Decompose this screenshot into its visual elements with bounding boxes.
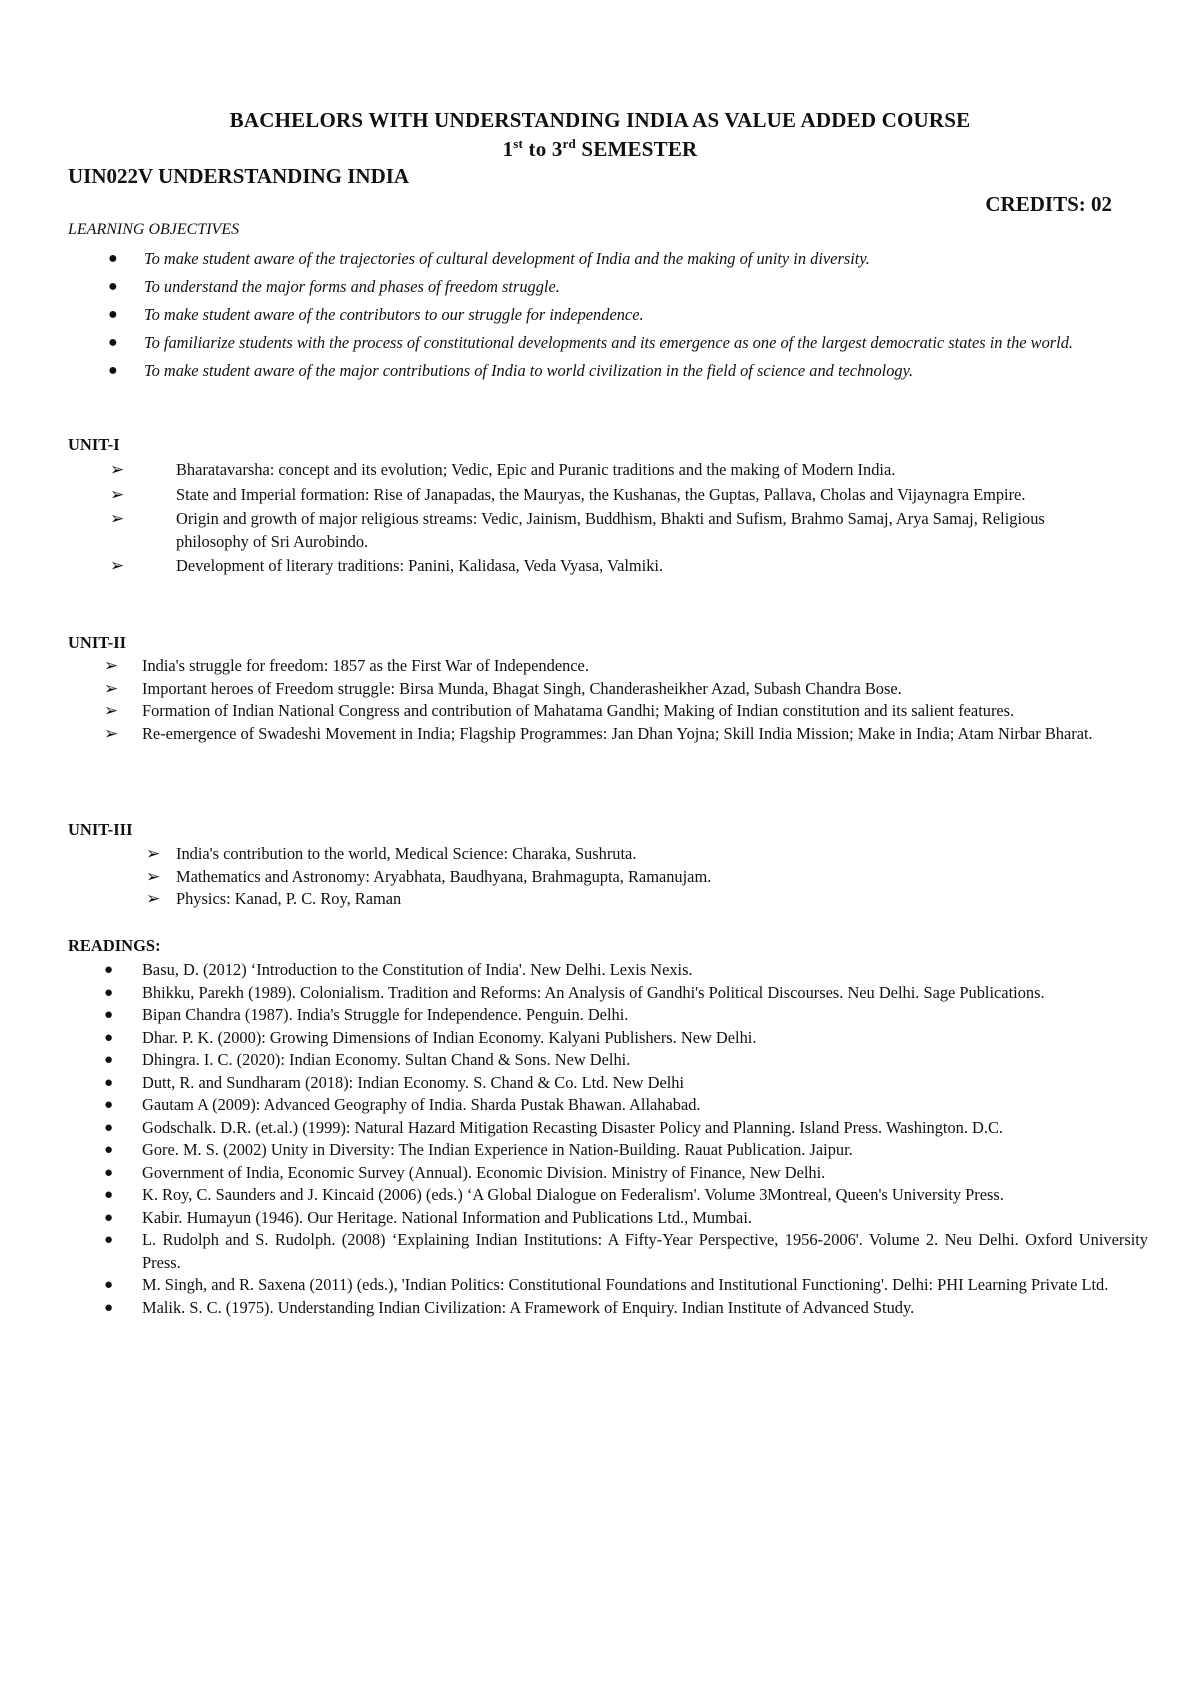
- semester-line: [0, 136, 1200, 162]
- reading-text: Dhingra. I. C. (2020): Indian Economy. Sultan Chand & Sons. New Delhi.: [142, 1050, 631, 1069]
- bullet-icon: ●: [108, 278, 118, 295]
- bullet-icon: ●: [104, 962, 114, 978]
- bullet-icon: ●: [108, 334, 118, 351]
- bullet-icon: ●: [104, 1299, 114, 1316]
- learning-objectives-heading: LEARNING OBJECTIVES: [68, 221, 240, 238]
- unit-item: [68, 459, 1078, 482]
- semester-start: 1: [502, 137, 514, 161]
- unit-item-text: Mathematics and Astronomy: Aryabhata, Baudhyana, Brahmagupta, Ramanujam.: [176, 866, 712, 886]
- reading-item: [68, 959, 1148, 982]
- unit-item-text: Origin and growth of major religious streams: Vedic, Jainism, Buddhism, Bhakti and Sufism, Brahmo Samaj, Arya Samaj, Religious philosophy of Sri Aurobindo.: [176, 509, 1045, 551]
- reading-item: [68, 1184, 1148, 1207]
- unit-item: [68, 723, 1148, 746]
- credits: CREDITS: 02: [985, 192, 1112, 216]
- reading-text: Godschalk. D.R. (et.al.) (1999): Natural Hazard Mitigation Recasting Disaster Policy and Planning. Island Press. Washington. D.C.: [142, 1117, 1004, 1137]
- learning-objectives-list: [68, 248, 1148, 388]
- unit-2-heading: UNIT-II: [68, 633, 127, 652]
- semester-end-suffix: rd: [562, 136, 576, 151]
- bullet-icon: ●: [104, 1187, 114, 1203]
- document-title: BACHELORS WITH UNDERSTANDING INDIA AS VALUE ADDED COURSE: [229, 108, 971, 132]
- objective-text: To familiarize students with the process of constitutional developments and its emergence as one of the largest democratic states in the world.: [144, 333, 1074, 352]
- arrow-bullet-icon: ➢: [110, 484, 125, 504]
- unit-item-text: India's contribution to the world, Medical Science: Charaka, Sushruta.: [176, 844, 637, 863]
- objective-text: To make student aware of the contributors to our struggle for independence.: [144, 305, 644, 324]
- semester-start-suffix: st: [513, 136, 524, 151]
- unit-item: [68, 555, 1078, 578]
- unit-2-list: [68, 655, 1148, 745]
- unit-item: [68, 484, 1078, 507]
- unit-item-text: Formation of Indian National Congress and contribution of Mahatama Gandhi; Making of Indian constitution and its salient features.: [142, 701, 1015, 720]
- bullet-icon: ●: [104, 1074, 114, 1091]
- unit-item-text: Physics: Kanad, P. C. Roy, Raman: [176, 889, 402, 908]
- unit-item: [68, 508, 1078, 553]
- bullet-icon: ●: [104, 1007, 114, 1023]
- course-code: UIN022V UNDERSTANDING INDIA: [68, 164, 410, 188]
- unit-item: [68, 843, 1078, 866]
- unit-1-list: [68, 459, 1078, 580]
- unit-item: [68, 655, 1148, 678]
- arrow-bullet-icon: ➢: [104, 678, 119, 698]
- bullet-icon: ●: [108, 362, 118, 379]
- bullet-icon: ●: [104, 1142, 114, 1158]
- bullet-icon: ●: [104, 1232, 114, 1248]
- arrow-bullet-icon: ➢: [110, 509, 125, 528]
- objective-item: [68, 304, 1148, 325]
- objective-item: [68, 248, 1148, 269]
- bullet-icon: ●: [108, 306, 118, 323]
- reading-item: [68, 982, 1148, 1005]
- bullet-icon: ●: [104, 1029, 114, 1046]
- reading-item: [68, 1072, 1148, 1095]
- unit-item: [68, 888, 1078, 911]
- reading-item: [68, 1027, 1148, 1050]
- reading-text: L. Rudolph and S. Rudolph. (2008) ‘Explaining Indian Institutions: A Fifty-Year Perspective, 1956-2006'. Volume 2. Neu Delhi. Oxford University Press.: [142, 1230, 1148, 1272]
- reading-item: [68, 1049, 1148, 1072]
- reading-item: [68, 1207, 1148, 1230]
- objective-text: To make student aware of the trajectories of cultural development of India and the making of unity in diversity.: [144, 249, 870, 268]
- reading-item: [68, 1297, 1148, 1320]
- unit-3-heading: UNIT-III: [68, 820, 133, 839]
- arrow-bullet-icon: ➢: [110, 460, 125, 479]
- reading-item: [68, 1274, 1148, 1297]
- reading-item: [68, 1162, 1148, 1185]
- reading-text: Malik. S. C. (1975). Understanding Indian Civilization: A Framework of Enquiry. Indian Institute of Advanced Study.: [142, 1297, 915, 1317]
- readings-list: [68, 959, 1148, 1319]
- objective-text: To make student aware of the major contributions of India to world civilization in the field of science and technology.: [144, 361, 914, 380]
- objective-item: [68, 360, 1148, 381]
- bullet-icon: ●: [104, 1164, 114, 1181]
- unit-item-text: India's struggle for freedom: 1857 as the First War of Independence.: [142, 656, 589, 675]
- reading-item: [68, 1004, 1148, 1027]
- reading-text: M. Singh, and R. Saxena (2011) (eds.), 'Indian Politics: Constitutional Foundations and Institutional Functioning'. Delhi: PHI Learning Private Ltd.: [142, 1275, 1109, 1294]
- unit-3-list: [68, 843, 1078, 911]
- arrow-bullet-icon: ➢: [146, 866, 161, 886]
- reading-item: [68, 1094, 1148, 1117]
- reading-text: Government of India, Economic Survey (Annual). Economic Division. Ministry of Finance, New Delhi.: [142, 1162, 826, 1182]
- arrow-bullet-icon: ➢: [146, 844, 161, 863]
- unit-item-text: Bharatavarsha: concept and its evolution; Vedic, Epic and Puranic traditions and the making of Modern India.: [176, 460, 896, 479]
- arrow-bullet-icon: ➢: [110, 556, 125, 575]
- unit-item-text: State and Imperial formation: Rise of Janapadas, the Mauryas, the Kushanas, the Guptas, Pallava, Cholas and Vijaynagra Empire.: [176, 484, 1026, 504]
- reading-text: Kabir. Humayun (1946). Our Heritage. National Information and Publications Ltd., Mumbai.: [142, 1207, 752, 1227]
- unit-item: [68, 678, 1148, 701]
- arrow-bullet-icon: ➢: [104, 656, 119, 675]
- reading-text: Dhar. P. K. (2000): Growing Dimensions of Indian Economy. Kalyani Publishers. New Delhi.: [142, 1027, 757, 1047]
- arrow-bullet-icon: ➢: [146, 889, 161, 908]
- bullet-icon: ●: [108, 250, 118, 267]
- reading-item: [68, 1117, 1148, 1140]
- reading-text: Gore. M. S. (2002) Unity in Diversity: The Indian Experience in Nation-Building. Rauat Publication. Jaipur.: [142, 1140, 853, 1159]
- semester-to: to 3: [523, 137, 563, 161]
- reading-text: Bhikku, Parekh (1989). Colonialism. Tradition and Reforms: An Analysis of Gandhi's Political Discourses. Neu Delhi. Sage Publications.: [142, 982, 1045, 1002]
- reading-text: Dutt, R. and Sundharam (2018): Indian Economy. S. Chand & Co. Ltd. New Delhi: [142, 1072, 685, 1092]
- reading-text: Bipan Chandra (1987). India's Struggle for Independence. Penguin. Delhi.: [142, 1005, 629, 1024]
- reading-item: [68, 1139, 1148, 1162]
- unit-item-text: Development of literary traditions: Panini, Kalidasa, Veda Vyasa, Valmiki.: [176, 556, 664, 575]
- unit-item: [68, 866, 1078, 889]
- reading-text: Basu, D. (2012) ‘Introduction to the Constitution of India'. New Delhi. Lexis Nexis.: [142, 960, 693, 979]
- bullet-icon: ●: [104, 1277, 114, 1293]
- unit-item-text: Re-emergence of Swadeshi Movement in India; Flagship Programmes: Jan Dhan Yojna; Skill India Mission; Make in India; Atam Nirbar Bharat.: [142, 723, 1093, 743]
- bullet-icon: ●: [104, 1119, 114, 1136]
- readings-heading: READINGS:: [68, 936, 161, 955]
- bullet-icon: ●: [104, 1209, 114, 1226]
- objective-item: [68, 276, 1148, 297]
- reading-text: K. Roy, C. Saunders and J. Kincaid (2006) (eds.) ‘A Global Dialogue on Federalism'. Volume 3Montreal, Queen's University Press.: [142, 1185, 1004, 1204]
- bullet-icon: ●: [104, 1052, 114, 1068]
- reading-item: [68, 1229, 1148, 1274]
- arrow-bullet-icon: ➢: [104, 701, 119, 720]
- unit-1-heading: UNIT-I: [68, 435, 120, 454]
- reading-text: Gautam A (2009): Advanced Geography of India. Sharda Pustak Bhawan. Allahabad.: [142, 1095, 701, 1114]
- bullet-icon: ●: [104, 984, 114, 1001]
- bullet-icon: ●: [104, 1097, 114, 1113]
- objective-item: [68, 332, 1148, 353]
- arrow-bullet-icon: ➢: [104, 723, 119, 743]
- unit-item-text: Important heroes of Freedom struggle: Birsa Munda, Bhagat Singh, Chanderasheikher Azad, Subash Chandra Bose.: [142, 678, 902, 698]
- objective-text: To understand the major forms and phases of freedom struggle.: [144, 277, 560, 296]
- unit-item: [68, 700, 1148, 723]
- semester-word: SEMESTER: [575, 137, 698, 161]
